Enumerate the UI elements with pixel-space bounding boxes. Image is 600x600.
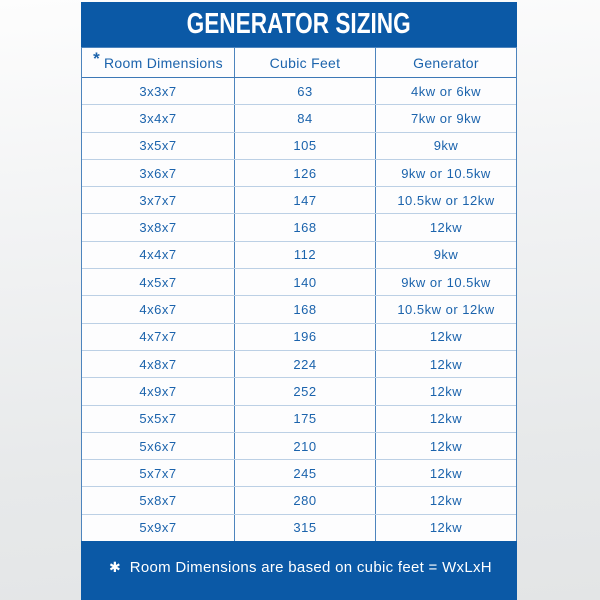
generator-sizing-poster — [81, 2, 517, 600]
table-body — [82, 78, 516, 541]
table-row — [82, 78, 516, 104]
header-room-dimensions-label: Room Dimensions — [104, 54, 223, 71]
cell-room-dimensions: 4x5x7 — [139, 274, 177, 290]
header-cubic-feet — [234, 48, 375, 77]
cell-room-dimensions: 5x9x7 — [139, 520, 177, 536]
cell-generator: 7kw or 9kw — [375, 105, 516, 131]
cell-room-dimensions: 4x6x7 — [139, 302, 177, 318]
cell-room-dimensions: 5x8x7 — [139, 493, 177, 509]
footnote-bar — [81, 541, 517, 600]
footnote-text: Room Dimensions are based on cubic feet = WxLxH — [129, 559, 492, 576]
cell-cubic-feet: 245 — [234, 460, 375, 486]
cell-cubic-feet: 168 — [234, 214, 375, 240]
cell-cubic-feet: 252 — [234, 378, 375, 404]
table-row — [82, 268, 516, 295]
cell-generator: 4kw or 6kw — [375, 78, 516, 104]
cell-generator: 12kw — [375, 433, 516, 459]
asterisk-marker: * — [93, 48, 101, 68]
cell-generator: 12kw — [375, 515, 516, 541]
cell-cubic-feet: 168 — [234, 296, 375, 322]
title-bar — [81, 2, 517, 47]
cell-room-dimensions: 5x6x7 — [139, 438, 177, 454]
table-row — [82, 377, 516, 404]
cell-room-dimensions: 4x4x7 — [139, 247, 177, 263]
cell-room-dimensions: 3x3x7 — [139, 83, 177, 99]
cell-generator: 10.5kw or 12kw — [375, 187, 516, 213]
cell-cubic-feet: 147 — [234, 187, 375, 213]
cell-generator: 12kw — [375, 460, 516, 486]
cell-generator: 9kw — [375, 242, 516, 268]
footnote-asterisk-icon: ✱ — [109, 559, 121, 575]
cell-generator: 9kw or 10.5kw — [375, 160, 516, 186]
header-generator-label: Generator — [413, 54, 479, 71]
cell-cubic-feet: 210 — [234, 433, 375, 459]
table-row — [82, 104, 516, 131]
table-row — [82, 241, 516, 268]
cell-cubic-feet: 105 — [234, 133, 375, 159]
table-row — [82, 486, 516, 513]
cell-cubic-feet: 175 — [234, 406, 375, 432]
cell-room-dimensions: 4x8x7 — [139, 356, 177, 372]
header-cubic-feet-label: Cubic Feet — [269, 54, 341, 71]
cell-cubic-feet: 140 — [234, 269, 375, 295]
table-row — [82, 186, 516, 213]
cell-room-dimensions: 3x6x7 — [139, 165, 177, 181]
table-row — [82, 295, 516, 322]
cell-generator: 9kw — [375, 133, 516, 159]
sizing-table — [81, 47, 517, 541]
table-header-row — [82, 48, 516, 78]
cell-generator: 12kw — [375, 406, 516, 432]
cell-generator: 9kw or 10.5kw — [375, 269, 516, 295]
table-row — [82, 159, 516, 186]
cell-room-dimensions: 3x8x7 — [139, 220, 177, 236]
cell-cubic-feet: 63 — [234, 78, 375, 104]
cell-room-dimensions: 5x5x7 — [139, 411, 177, 427]
cell-cubic-feet: 315 — [234, 515, 375, 541]
table-row — [82, 213, 516, 240]
cell-generator: 10.5kw or 12kw — [375, 296, 516, 322]
table-row — [82, 459, 516, 486]
header-generator — [375, 48, 516, 77]
cell-generator: 12kw — [375, 378, 516, 404]
table-row — [82, 350, 516, 377]
cell-cubic-feet: 280 — [234, 487, 375, 513]
cell-cubic-feet: 84 — [234, 105, 375, 131]
cell-cubic-feet: 196 — [234, 324, 375, 350]
cell-cubic-feet: 224 — [234, 351, 375, 377]
cell-room-dimensions: 5x7x7 — [139, 465, 177, 481]
table-row — [82, 514, 516, 541]
table-row — [82, 405, 516, 432]
cell-generator: 12kw — [375, 324, 516, 350]
cell-generator: 12kw — [375, 487, 516, 513]
cell-room-dimensions: 3x4x7 — [139, 110, 177, 126]
cell-cubic-feet: 112 — [234, 242, 375, 268]
cell-room-dimensions: 4x7x7 — [139, 329, 177, 345]
table-row — [82, 432, 516, 459]
table-row — [82, 132, 516, 159]
cell-room-dimensions: 3x7x7 — [139, 192, 177, 208]
cell-generator: 12kw — [375, 214, 516, 240]
poster-title: GENERATOR SIZING — [186, 8, 412, 40]
cell-room-dimensions: 4x9x7 — [139, 383, 177, 399]
cell-cubic-feet: 126 — [234, 160, 375, 186]
header-room-dimensions — [82, 48, 234, 77]
cell-room-dimensions: 3x5x7 — [139, 138, 177, 154]
table-row — [82, 323, 516, 350]
cell-generator: 12kw — [375, 351, 516, 377]
